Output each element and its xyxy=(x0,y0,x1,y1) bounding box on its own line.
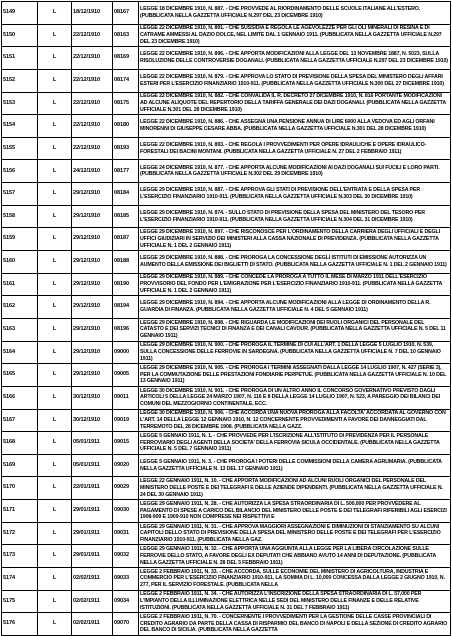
record-date: 22/12/1910 xyxy=(72,137,113,160)
record-number: 5160 xyxy=(2,251,38,274)
record-code: 08177 xyxy=(113,160,139,183)
record-date: 29/12/1910 xyxy=(72,318,113,341)
record-code: 08163 xyxy=(113,24,139,47)
record-type: L xyxy=(38,183,72,206)
record-code: 09011 xyxy=(113,386,139,409)
record-number: 5164 xyxy=(2,341,38,364)
record-code: 09000 xyxy=(113,341,139,364)
record-text: LEGGE 22 DICEMBRE 1910, N. 896. - CHE APPORTA MODIFICAZIONI ALLA LEGGE DEL 13 NOVEMBRE 1887, N. 5023, SULLA RISOLUZIONE DELLE CONTROVERSIE DOGANALI. (PUBBLICATA NELLA GAZZETTA UFFICIALE N.297 DEL 23 DICEMBRE 1910) xyxy=(139,47,451,70)
table-row xyxy=(2,2,451,25)
record-code: 09034 xyxy=(113,590,139,613)
record-date: 29/12/1910 xyxy=(72,341,113,364)
record-text: LEGGE 29 DICEMBRE 1910, N. 894. - CHE APPORTA ALCUNE MODIFICAZIONI ALLA LEGGE DI ORDINAMENTO DELLA R. GUARDIA DI FINANZA. (PUBBLICATA NELLA GAZZETTA UFFICIALE N. 4 DEL 5 GENNAIO 1911) xyxy=(139,296,451,319)
record-date: 22/12/1910 xyxy=(72,47,113,70)
table-row xyxy=(2,115,451,138)
record-code: 08175 xyxy=(113,92,139,115)
table-row xyxy=(2,568,451,591)
record-text: LEGGE 29 DICEMBRE 1910, N. 898. - CHE RIGUARDA LE MODIFICAZIONI DEI RUOLI ORGANICI DEL PERSONALE DEL CATASTO E DEI SERVIZI TECNICI DI FINANZA E DEI CANALI CAVOUR. (PUBBLICATA NELLA GAZZETTA UFFICIALE N. 5 DEL 11 GENNAIO 1911) xyxy=(139,318,451,341)
record-text: LEGGE 22 DICEMBRE 1910, N. 879. - CHE APPROVA LO STATO DI PREVISIONE DELLA SPESA DEL MINISTERO DEGLI AFFARI ESTERI PER L'ESERCIZIO FINANZIARIO 1910-911. (PUBBLICATA NELLA GAZZETTA UFFICIALE N.300 DEL 27 DICEMBRE 1910) xyxy=(139,69,451,92)
record-text: LEGGE 29 GENNAIO 1911, N. 32. - CHE APPORTA UNA AGGIUNTA ALLA LEGGE PER LA LIBERA CIRCOLAZIONE SULLE FERROVIE DELLO STATO, A FAVORE DEGLI EX DEPUTATI CHE ABBIANO AVUTO 14 ANNI DI DEPUTAZIONE. (PUBBLICATA NELLA GAZZETTA UFFICIALE N. 28 DEL 3 FEBBRAIO 1911) xyxy=(139,545,451,568)
record-type: L xyxy=(38,273,72,296)
record-number: 5150 xyxy=(2,24,38,47)
table-row xyxy=(2,522,451,545)
record-text: LEGGE 22 DICEMBRE 1910, N. 886. - CHE ASSEGNA UNA PENSIONE ANNUA DI LIRE 6000 ALLA VEDOVA ED AGLI ORFANI MINORENNI DI GIUSEPPE CESARE ABBA. (PUBBLICATA NELLA GAZZETTA UFFICIALE N.301 DEL 28 DICEMBRE 1910) xyxy=(139,115,451,138)
record-date: 29/12/1910 xyxy=(72,364,113,387)
record-type: L xyxy=(38,613,72,636)
table-row xyxy=(2,47,451,70)
table-row xyxy=(2,341,451,364)
record-code: 08184 xyxy=(113,183,139,206)
legislation-register-table xyxy=(1,1,451,636)
record-date: 22/12/1910 xyxy=(72,24,113,47)
record-number: 5165 xyxy=(2,364,38,387)
record-type: L xyxy=(38,24,72,47)
record-code: 08169 xyxy=(113,47,139,70)
record-code: 08196 xyxy=(113,318,139,341)
record-code: 08190 xyxy=(113,273,139,296)
record-date: 22/12/1910 xyxy=(72,92,113,115)
record-date: 02/02/1911 xyxy=(72,568,113,591)
record-text: LEGGE 29 DICEMBRE 1910, N. 889. - CHE CONCEDE LA PROROGA A TUTTO IL MESE DI MARZO 1911 DELL'ESERCIZIO PROVVISORIO DEL FONDO PER L'EMIGRAZIONE PER L'ESERCIZIO FINANZIARIO 1910-911. (PUBBLICATA NELLA GAZZETTA UFFICIALE N. 1 DEL 2 GENNAIO 1911) xyxy=(139,273,451,296)
record-number: 5175 xyxy=(2,590,38,613)
table-row xyxy=(2,545,451,568)
record-type: L xyxy=(38,205,72,228)
record-date: 22/01/1911 xyxy=(72,477,113,500)
record-date: 02/02/1911 xyxy=(72,613,113,636)
record-code: 09020 xyxy=(113,454,139,477)
table-row xyxy=(2,454,451,477)
record-code: 09019 xyxy=(113,409,139,432)
record-code: 08187 xyxy=(113,228,139,251)
record-text: LEGGE 29 DICEMBRE 1910, N. 905. - CHE PROROGA I TERMINI ASSEGNATI DALLA LEGGE 14 LUGLIO 1907, N. 427 (SERIE 3), PER LA COMMUTAZIONE DELLE PRESTAZIONI FONDIARIE PERPETUE. (PUBBLICATA NELLA GAZZETTA UFFICIALE N. 10 DEL 13 GENNAIO 1911) xyxy=(139,364,451,387)
table-row xyxy=(2,296,451,319)
record-code: 08188 xyxy=(113,251,139,274)
record-text: LEGGE 29 DICEMBRE 1910, N. 887. - CHE APPROVA GLI STATI DI PREVISIONE DELL'ENTRATA E DELLA SPESA PER L'ESERCIZIO FINANZIARIO 1910-911. (PUBBLICATA NELLA GAZZETTA UFFICIALE N.303 DEL 30 DICEMBRE 1910) xyxy=(139,183,451,206)
record-text: LEGGE 29 DICEMBRE 1910, N. 897. - CHE RISCONOSCE PER L'ORDINAMENTO DELLA CARRIERA DEGLI UFFICIALI E DEGLI UFFICI GIUDIZIARI IN SERVIZIO DEI MINISTERI ALLA CASSA NAZIONALE DI PREVIDENZA. (PUBBLICATA NELLA GAZZETTA UFFICIALE N. 1 DEL 2 GENNAIO 1911) xyxy=(139,228,451,251)
record-number: 5167 xyxy=(2,409,38,432)
table-row xyxy=(2,613,451,636)
record-type: L xyxy=(38,92,72,115)
record-number: 5170 xyxy=(2,477,38,500)
record-code: 08185 xyxy=(113,205,139,228)
record-date: 05/01/1911 xyxy=(72,454,113,477)
record-date: 22/12/1910 xyxy=(72,115,113,138)
table-row xyxy=(2,137,451,160)
record-type: L xyxy=(38,432,72,455)
record-number: 5149 xyxy=(2,2,38,25)
record-text: LEGGE 2 FEBBRAIO 1911, N. 70. - CONCERNENTE I PROVVEDIMENTI PER LA GESTIONE DELLE CASSE PROVINCIALI DI CREDITO AGRARIO DA PARTE DELLA CASSA DI RISPARMIO DEL BANCO DI NAPOLI E DELLA SEZIONE DI CREDITO AGRARIO DEL BANCO DI SICILIA. (PUBBLICATA NELLA GAZZETTA xyxy=(139,613,451,636)
record-code: 09031 xyxy=(113,522,139,545)
record-code: 08180 xyxy=(113,115,139,138)
record-number: 5158 xyxy=(2,205,38,228)
record-text: LEGGE 29 DICEMBRE 1910, N. 900. - CHE PROROGA IL TERMINE DI CUI ALL'ART. 1 DELLA LEGGE 5 LUGLIO 1910, N. 539, SULLA CONCESSIONE DELLE FERROVIE IN SARDEGNA. (PUBBLICATA NELLA GAZZETTA UFFICIALE N. 7 DEL 10 GENNAIO 1911) xyxy=(139,341,451,364)
record-type: L xyxy=(38,318,72,341)
record-type: L xyxy=(38,500,72,523)
record-type: L xyxy=(38,69,72,92)
record-code: 09029 xyxy=(113,477,139,500)
table-row xyxy=(2,160,451,183)
record-type: L xyxy=(38,160,72,183)
record-number: 5155 xyxy=(2,137,38,160)
table-row xyxy=(2,386,451,409)
record-type: L xyxy=(38,477,72,500)
table-row xyxy=(2,205,451,228)
record-code: 08193 xyxy=(113,137,139,160)
table-row xyxy=(2,364,451,387)
record-type: L xyxy=(38,228,72,251)
table-row xyxy=(2,273,451,296)
record-number: 5157 xyxy=(2,183,38,206)
record-type: L xyxy=(38,522,72,545)
record-type: L xyxy=(38,47,72,70)
record-number: 5166 xyxy=(2,386,38,409)
table-row xyxy=(2,251,451,274)
record-number: 5152 xyxy=(2,69,38,92)
record-number: 5174 xyxy=(2,568,38,591)
record-text: LEGGE 22 DICEMBRE 1910, N. 882. - CHE CONVALIDA IL R. DECRETO 27 DICEMBRE 1910, N. 816 PORTANTE MODIFICAZIONI AD ALCUNE ALIQUOTE DEL REPERTORIO DELLA TARIFFA GENERALE DEI DAZI DOGANALI. (PUBBLICATA NELLA GAZZETTA UFFICIALE N.301 DEL 28 DICEMBRE 1910) xyxy=(139,92,451,115)
record-type: L xyxy=(38,296,72,319)
record-date: 22/12/1910 xyxy=(72,69,113,92)
record-text: LEGGE 2 FEBBRAIO 1911, N. 33. - CHE ACCORDA, SULLE ECONOMIE DEL MINISTERO DI AGRICOLTURA, INDUSTRIA E COMMERCIO PER L'ESERCIZIO FINANZIARIO 1910-911, LA SOMMA DI L. 10,000 CONCESSA DALLA LEGGE 2 GIUGNO 1910, N. 277, PER IL SERVIZIO FORESTALE. (PUBBLICATA NELLA xyxy=(139,568,451,591)
record-date: 29/12/1910 xyxy=(72,228,113,251)
record-text: LEGGE 30 DICEMBRE 1910, N. 901. - CHE PROROGA DI UN ALTRO ANNO IL CONCORSO GOVERNATIVO PREVISTO DAGLI ARTICOLI 5 DELLA LEGGE 24 MARZO 1907, N. 116 E 8 DELLA LEGGE 14 LUGLIO 1907, N. 523, A PAREGGIO DEI BILANCI DEI COMUNI DEL MEZZOGIORNO CONTINENTALE, ECC. xyxy=(139,386,451,409)
record-number: 5159 xyxy=(2,228,38,251)
record-date: 29/12/1910 xyxy=(72,183,113,206)
record-number: 5176 xyxy=(2,613,38,636)
record-date: 24/12/1910 xyxy=(72,160,113,183)
record-text: LEGGE 30 DICEMBRE 1910, N. 906. - CHE ACCORDA UNA NUOVA PROROGA ALLA FACOLTA' ACCORDATA AL GOVERNO CON L'ART. 14 DELLA LEGGE 12 GENNAIO 1910, N. 12 CONCERNENTE PROVVEDIMENTI A FAVORE DEI DANNEGGIATI DAL TERREMOTO DEL 28 DICEMBRE 1908. (PUBBLICATA NELLA GAZZ. xyxy=(139,409,451,432)
table-row xyxy=(2,92,451,115)
record-text: LEGGE 2 FEBBRAIO 1911, N. 34. - CHE AUTORIZZA L'INSCRIZIONE DELLA SPESA STRAORDINARIA DI L. 57,000 PER L'IMPIANTO DELLA ILLUMINAZIONE ELETTRICA NELLE SEDI DEL MINISTERO DELLE FINANZE E DELLE RELATIVE ISTITUZIONI. (PUBBLICATA NELLA GAZZETTA UFFICIALE N. 31 DEL 7 FEBBRAIO 1911) xyxy=(139,590,451,613)
record-type: L xyxy=(38,409,72,432)
record-text: LEGGE 22 DICEMBRE 1910, N. 891. - CHE SUSSIDIA E REGOLA LE AGEVOLEZZE PER GLI OLI MINERALI DI RESINA E DI CATRAME AMMESSI AL DAZIO DOLCE, NEL LIMITE DAL 1 GENNAIO 1911. (PUBBLICATA NELLA GAZZETTA UFFICIALE N.297 DEL 23 DICEMBRE 1910) xyxy=(139,24,451,47)
record-date: 29/12/1910 xyxy=(72,296,113,319)
record-text: LEGGE 22 GENNAIO 1911, N. 10. - CHE APPORTA MODIFICAZIONI AD ALCUNI RUOLI ORGANICI DEL PERSONALE DEL MINISTERO DELLE POSTE E DEI TELEGRAFI E DELLE AZIENDE DIPENDENTI. (PUBBLICATA NELLA GAZZETTA UFFICIALE N. 24 DEL 30 GENNAIO 1911) xyxy=(139,477,451,500)
record-date: 29/01/1911 xyxy=(72,522,113,545)
record-text: LEGGE 29 DICEMBRE 1910, N. 888. - CHE PROROGA LA CONCESSIONE DEGLI ISTITUTI DI EMISSIONE AUTORIZZA UN AUMENTO DELLA EMISSIONE DEI BIGLIETTI DI STATO. (PUBBLICATA NELLA GAZZETTA UFFICIALE N. 1 DEL 2 GENNAIO 1911) xyxy=(139,251,451,274)
record-type: L xyxy=(38,454,72,477)
record-date: 30/12/1910 xyxy=(72,386,113,409)
record-number: 5162 xyxy=(2,296,38,319)
record-type: L xyxy=(38,568,72,591)
table-row xyxy=(2,318,451,341)
record-type: L xyxy=(38,115,72,138)
table-row xyxy=(2,477,451,500)
record-code: 08167 xyxy=(113,2,139,25)
record-code: 09070 xyxy=(113,613,139,636)
record-number: 5168 xyxy=(2,432,38,455)
record-code: 09030 xyxy=(113,500,139,523)
record-type: L xyxy=(38,341,72,364)
record-date: 29/12/1910 xyxy=(72,251,113,274)
record-number: 5171 xyxy=(2,500,38,523)
table-row xyxy=(2,409,451,432)
record-date: 30/12/1910 xyxy=(72,409,113,432)
record-code: 09015 xyxy=(113,432,139,455)
record-text: LEGGE 29 GENNAIO 1911, N. 31. - CHE APPROVA MAGGIORI ASSEGNAZIONI E DIMINUZIONI DI STANZIAMENTO SU ALCUNI CAPITOLI DELLO STATO DI PREVISIONE DELLA SPESA DEL MINISTERO DELLE POSTE E DEI TELEGRAFI PER L'ESERCIZIO FINANZIARIO 1910-911. (PUBBLICATA NELLA GAZ. xyxy=(139,522,451,545)
record-type: L xyxy=(38,364,72,387)
table-row xyxy=(2,500,451,523)
record-number: 5163 xyxy=(2,318,38,341)
record-code: 08194 xyxy=(113,296,139,319)
record-code: 09005 xyxy=(113,364,139,387)
record-number: 5173 xyxy=(2,545,38,568)
record-number: 5151 xyxy=(2,47,38,70)
record-date: 29/12/1910 xyxy=(72,205,113,228)
table-row xyxy=(2,432,451,455)
record-text: LEGGE 24 DICEMBRE 1910, N. 877. - CHE APPORTA ALCUNE MODIFICAZIONI AI DAZI DOGANALI SUI FUCILI E LORO PARTI. (PUBBLICATA NELLA GAZZETTA UFFICIALE N.302 DEL 29 DICEMBRE 1910) xyxy=(139,160,451,183)
record-code: 09032 xyxy=(113,545,139,568)
table-row xyxy=(2,228,451,251)
record-type: L xyxy=(38,590,72,613)
record-date: 29/01/1911 xyxy=(72,500,113,523)
record-number: 5154 xyxy=(2,115,38,138)
record-code: 09033 xyxy=(113,568,139,591)
record-number: 5156 xyxy=(2,160,38,183)
record-type: L xyxy=(38,2,72,25)
record-number: 5161 xyxy=(2,273,38,296)
record-text: LEGGE 18 DICEMBRE 1910, N. 887. - CHE PROVVEDE AL RIORDINAMENTO DELLE SCUOLE ITALIANE ALL'ESTERO. (PUBBLICATA NELLA GAZZETTA UFFICIALE N.297 DEL 23 DICEMBRE 1910) xyxy=(139,2,451,25)
record-number: 5153 xyxy=(2,92,38,115)
record-date: 29/01/1911 xyxy=(72,545,113,568)
record-text: LEGGE 5 GENNAIO 1911, N. 1. - CHE PROVVEDE PER L'ISCRIZIONE ALL'ISTITUTO DI PREVIDENZA PER IL PERSONALE FERROVIARIO DEGLI AGENTI DELLA SOCIETA' DELLA FERROVIA SICULA OCCIDENTALE. (PUBBLICATA NELLA GAZZETTA UFFICIALE N. 5 DEL 7 GENNAIO 1911) xyxy=(139,432,451,455)
record-date: 02/02/1911 xyxy=(72,590,113,613)
table-row xyxy=(2,183,451,206)
table-row xyxy=(2,590,451,613)
record-type: L xyxy=(38,545,72,568)
record-text: LEGGE 22 DICEMBRE 1910, N. 893. - CHE REGOLA I PROVVEDIMENTI PER OPERE IDRAULICHE E OPERE IDRAULICO-FORESTALI DEI BACINI MONTANI. (PUBBLICATA NELLA GAZZETTA UFFICIALE N. 27 DEL 2 FEBBRAIO 1911) xyxy=(139,137,451,160)
record-type: L xyxy=(38,386,72,409)
table-row xyxy=(2,69,451,92)
table-row xyxy=(2,24,451,47)
record-text: LEGGE 5 GENNAIO 1911, N. 3. - CHE PROROGA I POTERI DELLE COMMISSIONI DELLA CAMERA AGRUMARIA. (PUBBLICATA NELLA GAZZETTA UFFICIALE N. 13 DEL 17 GENNAIO 1911) xyxy=(139,454,451,477)
record-date: 18/12/1910 xyxy=(72,2,113,25)
record-number: 5169 xyxy=(2,454,38,477)
record-date: 29/12/1910 xyxy=(72,273,113,296)
record-text: LEGGE 29 DICEMBRE 1910, N. 874. - SULLO STATO DI PREVISIONE DELLA SPESA DEL MINISTERO DEL TESORO PER L'ESERCIZIO FINANZIARIO 1910-911. (PUBBLICATA NELLA GAZZETTA UFFICIALE N.304 DEL 31 DICEMBRE 1910) xyxy=(139,205,451,228)
record-type: L xyxy=(38,251,72,274)
record-type: L xyxy=(38,137,72,160)
record-code: 08174 xyxy=(113,69,139,92)
register-body xyxy=(2,2,451,636)
record-number: 5172 xyxy=(2,522,38,545)
record-text: LEGGE 29 GENNAIO 1911, N. 28. - CHE AUTORIZZA LA SPESA STRAORDINARIA DI L. 500,000 PER PROVVEDERE AL PAGAMENTO DI SPESE A CARICO DEL BILANCIO DEL MINISTERO DELLE POSTE E DEI TELEGRAFI RIFERIBILI AGLI ESERCIZI 1908-909 E 1909-910 NON COMPRESE NEI RISPETTIVI E xyxy=(139,500,451,523)
record-date: 05/01/1911 xyxy=(72,432,113,455)
